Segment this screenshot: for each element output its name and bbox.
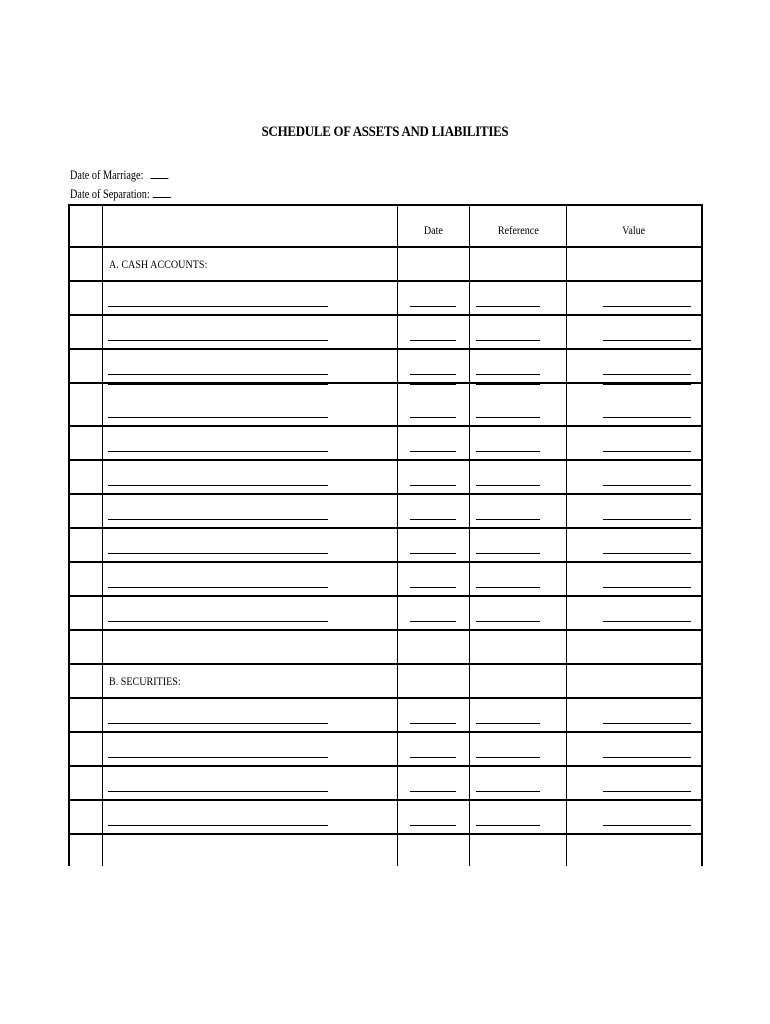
date-of-separation-label: Date of Separation: bbox=[70, 187, 150, 201]
reference-field[interactable] bbox=[476, 723, 540, 724]
date-of-marriage-field[interactable] bbox=[150, 168, 168, 179]
table-row bbox=[70, 529, 701, 563]
description-field[interactable] bbox=[108, 723, 328, 724]
table-row bbox=[70, 350, 701, 384]
table-row bbox=[70, 733, 701, 767]
table-row bbox=[70, 699, 701, 733]
description-field[interactable] bbox=[108, 306, 328, 307]
page-title: SCHEDULE OF ASSETS AND LIABILITIES bbox=[261, 124, 509, 140]
description-field[interactable] bbox=[108, 621, 328, 622]
description-field[interactable] bbox=[108, 485, 328, 486]
table-row bbox=[70, 427, 701, 461]
date-field[interactable] bbox=[410, 485, 456, 486]
description-header-cell bbox=[103, 206, 398, 248]
reference-field[interactable] bbox=[476, 417, 540, 418]
description-field[interactable] bbox=[108, 340, 328, 341]
date-field[interactable] bbox=[410, 791, 456, 792]
date-field[interactable] bbox=[410, 374, 456, 375]
value-field[interactable] bbox=[603, 519, 691, 520]
section-row-securities bbox=[70, 665, 701, 699]
section-row-cash-accounts bbox=[70, 248, 701, 282]
date-field[interactable] bbox=[410, 757, 456, 758]
description-field[interactable] bbox=[108, 374, 328, 375]
empty-row bbox=[70, 631, 701, 665]
reference-field[interactable] bbox=[476, 791, 540, 792]
description-field[interactable] bbox=[108, 791, 328, 792]
value-field[interactable] bbox=[603, 485, 691, 486]
date-field[interactable] bbox=[410, 621, 456, 622]
description-field[interactable] bbox=[108, 417, 328, 418]
value-field[interactable] bbox=[603, 553, 691, 554]
value-field[interactable] bbox=[603, 621, 691, 622]
value-field[interactable] bbox=[603, 384, 691, 385]
date-of-marriage-row bbox=[70, 168, 168, 183]
reference-field[interactable] bbox=[476, 587, 540, 588]
table-row bbox=[70, 767, 701, 801]
value-field[interactable] bbox=[603, 417, 691, 418]
section-label-securities: B. SECURITIES: bbox=[103, 665, 398, 699]
reference-field[interactable] bbox=[476, 621, 540, 622]
description-field[interactable] bbox=[108, 587, 328, 588]
reference-field[interactable] bbox=[476, 451, 540, 452]
reference-field[interactable] bbox=[476, 306, 540, 307]
table-row bbox=[70, 316, 701, 350]
empty-row bbox=[70, 835, 701, 866]
value-header: Value bbox=[567, 206, 701, 248]
date-field[interactable] bbox=[410, 451, 456, 452]
reference-field[interactable] bbox=[476, 485, 540, 486]
date-of-marriage-label: Date of Marriage: bbox=[70, 168, 144, 182]
description-field[interactable] bbox=[108, 519, 328, 520]
description-field[interactable] bbox=[108, 553, 328, 554]
schedule-table bbox=[68, 204, 703, 866]
reference-field[interactable] bbox=[476, 384, 540, 385]
date-field[interactable] bbox=[410, 587, 456, 588]
reference-field[interactable] bbox=[476, 757, 540, 758]
date-field[interactable] bbox=[410, 340, 456, 341]
header-row bbox=[70, 206, 701, 248]
date-header: Date bbox=[398, 206, 470, 248]
value-field[interactable] bbox=[603, 791, 691, 792]
table-row bbox=[70, 461, 701, 495]
date-field[interactable] bbox=[410, 723, 456, 724]
table-row bbox=[70, 563, 701, 597]
value-field[interactable] bbox=[603, 340, 691, 341]
description-field[interactable] bbox=[108, 825, 328, 826]
reference-field[interactable] bbox=[476, 519, 540, 520]
table-row bbox=[70, 384, 701, 427]
table-row bbox=[70, 495, 701, 529]
reference-field[interactable] bbox=[476, 825, 540, 826]
date-of-separation-row bbox=[70, 187, 171, 202]
value-field[interactable] bbox=[603, 451, 691, 452]
date-field[interactable] bbox=[410, 825, 456, 826]
date-of-separation-field[interactable] bbox=[153, 187, 171, 198]
date-field[interactable] bbox=[410, 417, 456, 418]
value-field[interactable] bbox=[603, 306, 691, 307]
reference-header: Reference bbox=[470, 206, 567, 248]
description-field[interactable] bbox=[108, 451, 328, 452]
value-field[interactable] bbox=[603, 587, 691, 588]
reference-field[interactable] bbox=[476, 340, 540, 341]
date-field[interactable] bbox=[410, 519, 456, 520]
description-field[interactable] bbox=[108, 757, 328, 758]
value-field[interactable] bbox=[603, 757, 691, 758]
value-field[interactable] bbox=[603, 723, 691, 724]
reference-field[interactable] bbox=[476, 374, 540, 375]
date-field[interactable] bbox=[410, 306, 456, 307]
reference-field[interactable] bbox=[476, 553, 540, 554]
index-header-cell bbox=[70, 206, 103, 248]
section-label-cash-accounts: A. CASH ACCOUNTS: bbox=[103, 248, 398, 282]
description-field[interactable] bbox=[108, 384, 328, 385]
table-row bbox=[70, 801, 701, 835]
table-row bbox=[70, 597, 701, 631]
value-field[interactable] bbox=[603, 374, 691, 375]
date-field[interactable] bbox=[410, 553, 456, 554]
table-row bbox=[70, 282, 701, 316]
value-field[interactable] bbox=[603, 825, 691, 826]
date-field[interactable] bbox=[410, 384, 456, 385]
